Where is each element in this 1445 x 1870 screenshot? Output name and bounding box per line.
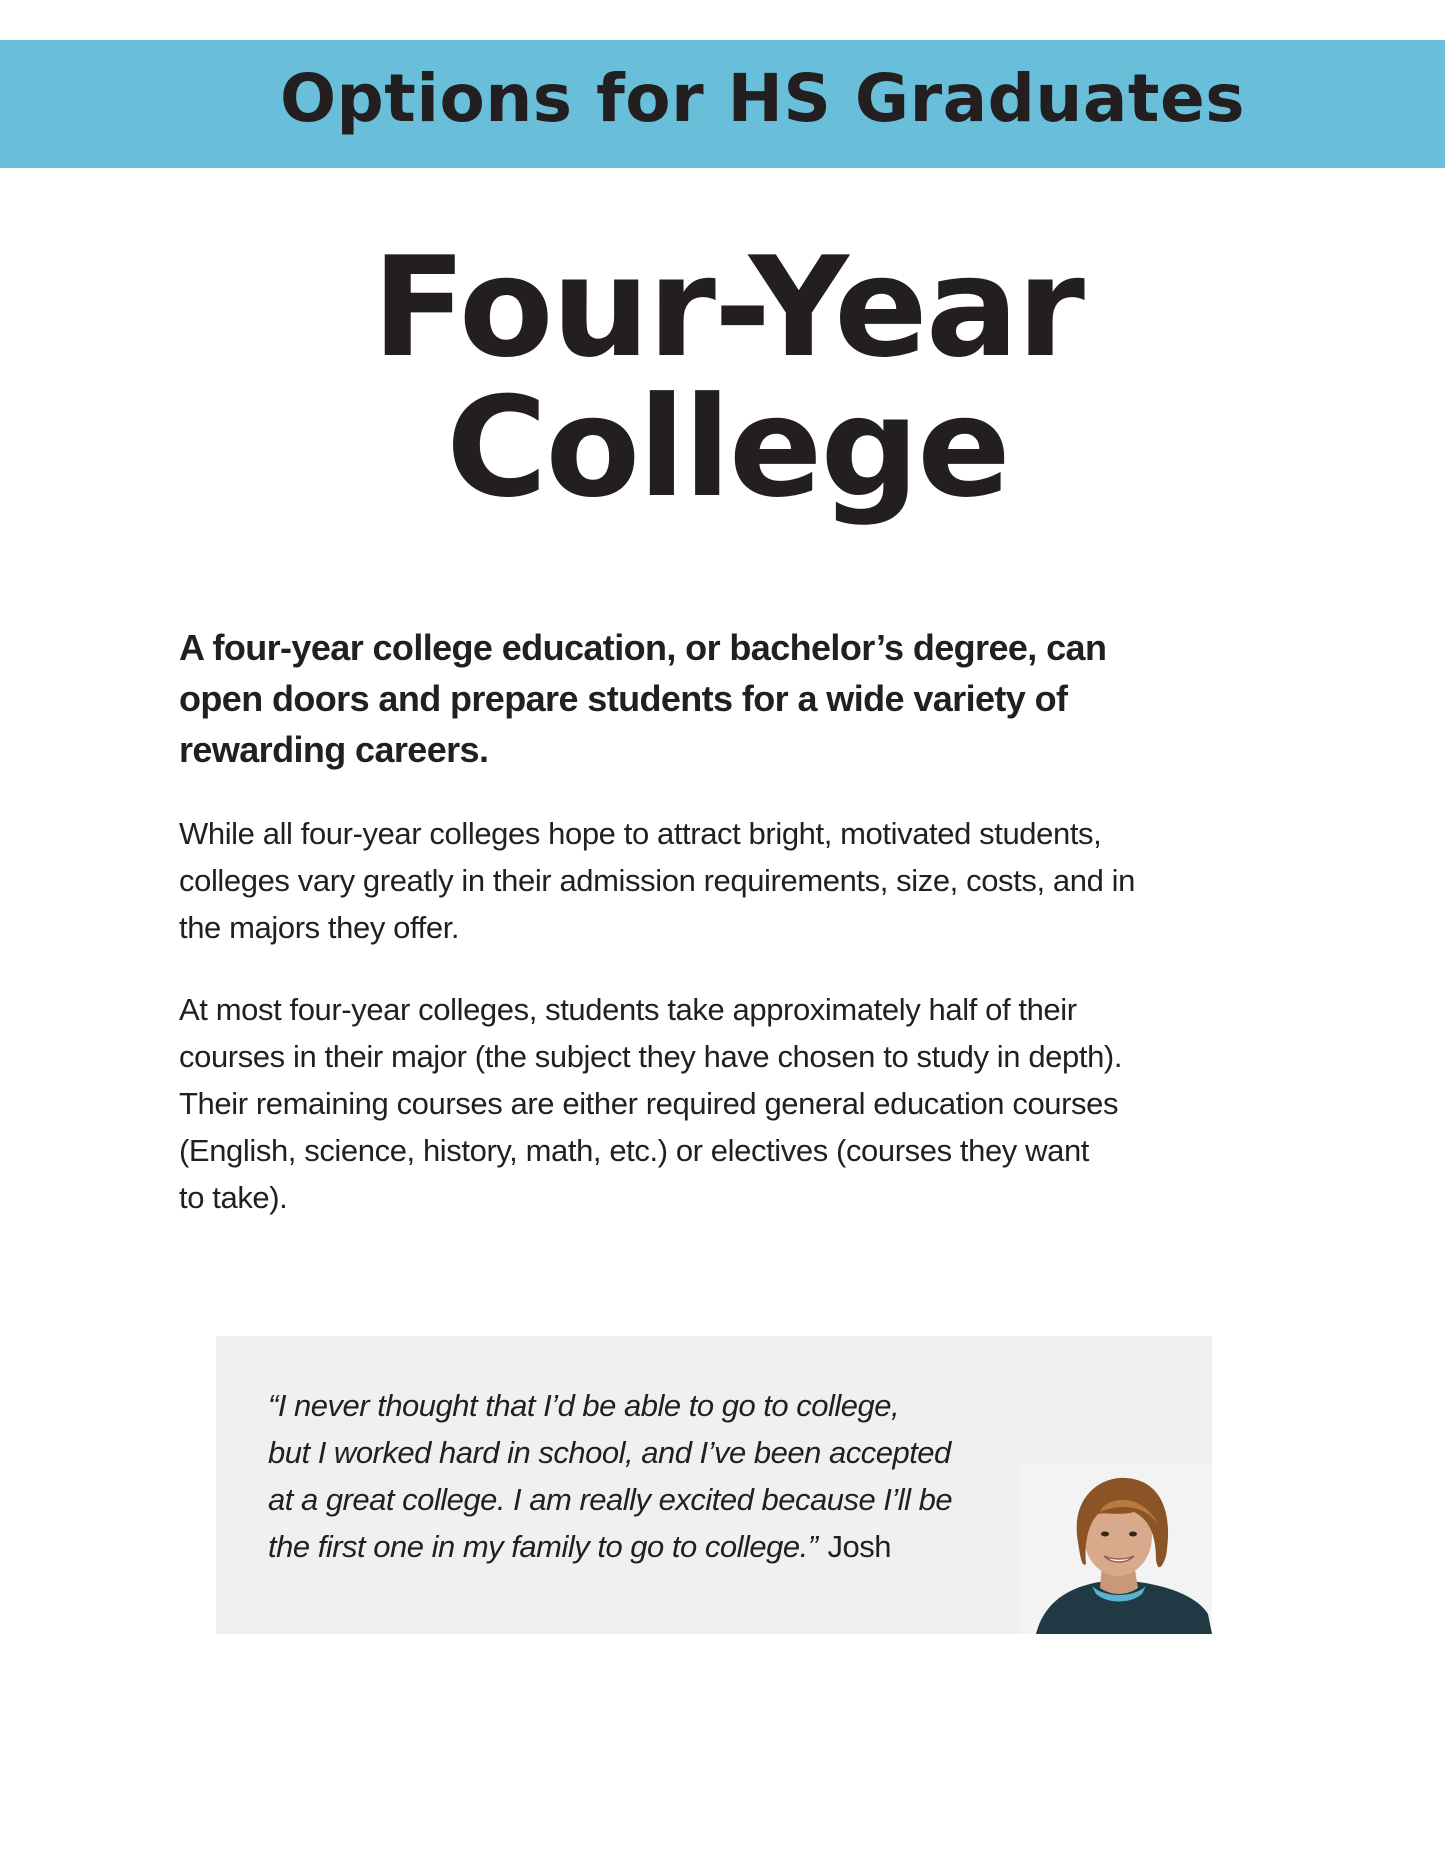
paragraph-line: While all four-year colleges hope to attract bright, motivated students,: [179, 816, 1102, 851]
paragraph-line: At most four-year colleges, students take approximately half of their: [179, 992, 1077, 1027]
student-portrait-icon: [1022, 1464, 1212, 1634]
quote-author: Josh: [827, 1529, 892, 1564]
page-title: [0, 227, 1445, 528]
lead-line: open doors and prepare students for a wide variety of: [179, 678, 1068, 719]
header-banner: [0, 40, 1445, 168]
page-title-line-1: Four-Year: [372, 227, 1083, 388]
lead-line: A four-year college education, or bachelor’s degree, can: [179, 627, 1107, 668]
paragraph-line: courses in their major (the subject they have chosen to study in depth).: [179, 1039, 1123, 1074]
paragraph-line: the majors they offer.: [179, 910, 460, 945]
quote-line: the first one in my family to go to college.”: [268, 1529, 818, 1564]
paragraph-line: (English, science, history, math, etc.) or electives (courses they want: [179, 1133, 1090, 1168]
quote-line: “I never thought that I’d be able to go to college,: [268, 1388, 900, 1423]
testimonial-quote: [268, 1382, 952, 1570]
student-photo: [1022, 1464, 1212, 1634]
body-paragraph-2: [179, 986, 1299, 1221]
paragraph-line: colleges vary greatly in their admission requirements, size, costs, and in: [179, 863, 1135, 898]
paragraph-line: to take).: [179, 1180, 288, 1215]
lead-paragraph: [179, 622, 1279, 775]
page-title-line-2: College: [446, 367, 1009, 528]
paragraph-line: Their remaining courses are either required general education courses: [179, 1086, 1119, 1121]
quote-line: but I worked hard in school, and I’ve been accepted: [268, 1435, 951, 1470]
quote-line: at a great college. I am really excited because I’ll be: [268, 1482, 953, 1517]
banner-title: Options for HS Graduates: [279, 60, 1246, 137]
body-paragraph-1: [179, 810, 1299, 951]
testimonial-box: [216, 1336, 1212, 1634]
lead-line: rewarding careers.: [179, 729, 489, 770]
